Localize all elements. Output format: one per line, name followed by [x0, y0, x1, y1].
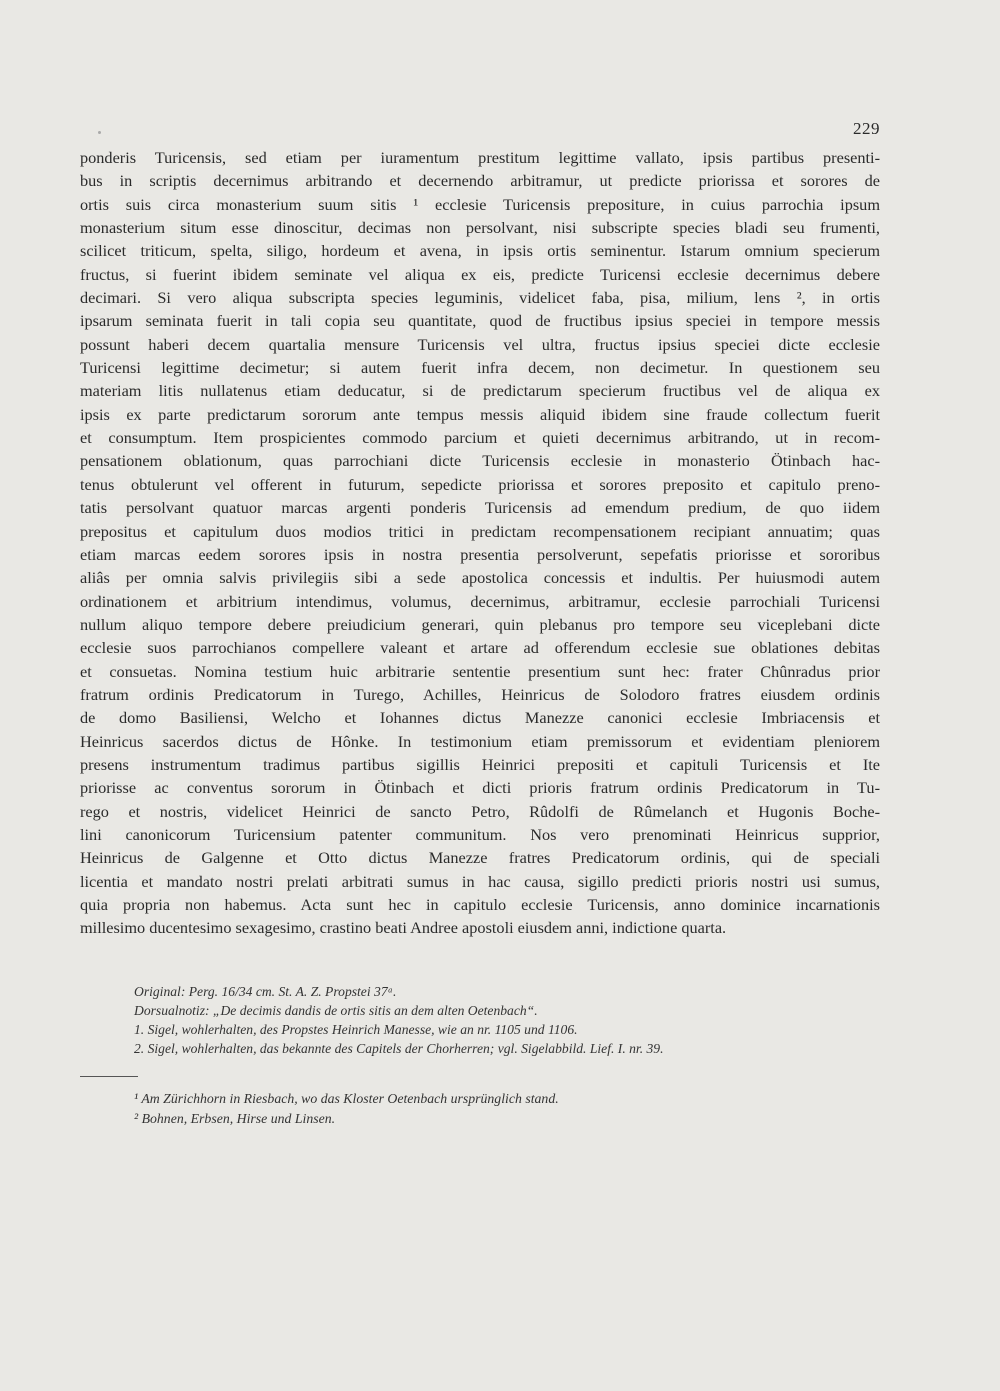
- text-line: tatis persolvant quatuor marcas argenti ponderis Turicensis ad emendum predium, de quo iidem: [80, 498, 880, 518]
- text-line: monasterium situm esse dinoscitur, decimas non persolvant, nisi subscripte species bladi seu frumenti,: [80, 218, 880, 238]
- page-number: 229: [853, 119, 880, 138]
- seal-note: 2. Sigel, wohlerhalten, das bekannte des Capitels der Chorherren; vgl. Sigelabbild. Lief. I. nr. 39.: [134, 1041, 664, 1056]
- editorial-notes: [134, 982, 894, 1058]
- text-line: scilicet triticum, spelta, siligo, hordeum et avena, in ipsis ortis seminentur. Istarum omnium specierum: [80, 241, 880, 261]
- text-line: priorisse ac conventus sororum in Ötinbach et dicti prioris fratrum ordinis Predicatorum in Tu-: [80, 778, 880, 798]
- text-line: etiam marcas eedem sorores ipsis in nostra presentia persolverunt, sepefatis priorisse et sororibus: [80, 544, 880, 564]
- text-line: materiam litis nullatenus etiam deducatur, si de predictarum specierum fructibus vel de aliqua ex: [80, 381, 880, 401]
- dorsal-note: Dorsualnotiz: „De decimis dandis de ortis sitis an dem alten Oetenbach“.: [134, 1003, 538, 1018]
- text-line: fructus, si fuerint ibidem seminate vel aliqua ex eis, predicte Turicensi ecclesie decernimus debere: [80, 264, 880, 284]
- text-line: bus in scriptis decernimus arbitrando et decernendo arbitramur, ut predicte priorissa et sorores de: [80, 171, 880, 191]
- text-line: presens instrumentum tradimus partibus sigillis Heinrici prepositi et capituli Turicensis et Ite: [80, 754, 880, 774]
- seal-note: 1. Sigel, wohlerhalten, des Propstes Heinrich Manesse, wie an nr. 1105 und 1106.: [134, 1022, 578, 1037]
- text-line: decimari. Si vero aliqua subscripta species leguminis, videlicet faba, pisa, milium, lens ², in ortis: [80, 288, 880, 308]
- text-line: et consumptum. Item prospicientes commodo parcium et quieti decernimus arbitrando, ut in recom-: [80, 428, 880, 448]
- text-line: licentia et mandato nostri prelati arbitrati sumus in hac causa, sigillo predicti prioris nostri usi sumus,: [80, 871, 880, 891]
- text-line: et consuetas. Nomina testium huic arbitrarie sententie presentium sunt hec: frater Chûnradus prior: [80, 661, 880, 681]
- text-line: nullum aliquo tempore debere preiudicium generari, quin plebanus pro tempore seu viceplebani dicte: [80, 614, 880, 634]
- text-line: rego et nostris, videlicet Heinrici de sancto Petro, Rûdolfi de Rûmelanch et Hugonis Boche-: [80, 801, 880, 821]
- margin-mark: [98, 131, 101, 134]
- text-line: lini canonicorum Turicensium patenter communitum. Nos vero prenominati Heinricus supprior,: [80, 824, 880, 844]
- text-line: ponderis Turicensis, sed etiam per iuramentum prestitum legittime vallato, ipsis partibus presenti-: [80, 148, 880, 167]
- source-note: Original: Perg. 16/34 cm. St. A. Z. Propstei 37ᵃ.: [134, 984, 397, 999]
- text-line: ecclesie suos parrochianos compellere valeant et artare ad offerendum ecclesie sue oblationes debitas: [80, 638, 880, 658]
- text-line: de domo Basiliensi, Welcho et Iohannes dictus Manezze canonici ecclesie Imbriacensis et: [80, 708, 880, 728]
- text-line: prepositus et capitulum duos modios tritici in predictam recompensationem recipiant annuatim; quas: [80, 521, 880, 541]
- footnote-divider: [80, 1076, 138, 1077]
- text-line: millesimo ducentesimo sexagesimo, crastino beati Andree apostoli eiusdem anni, indictione quarta.: [80, 918, 727, 938]
- text-line: Heinricus sacerdos dictus de Hônke. In testimonium etiam premissorum et evidentiam pleniorem: [80, 731, 880, 751]
- text-line: ipsarum seminata fuerit in tali copia seu quantitate, quod de fructibus ipsius speciei in tempore messis: [80, 311, 880, 331]
- text-line: quia propria non habemus. Acta sunt hec in capitulo ecclesie Turicensis, anno dominice incarnationis: [80, 895, 880, 914]
- text-line: ortis suis circa monasterium suum sitis ¹ ecclesie Turicensis prepositure, in cuius parrochia ipsum: [80, 194, 880, 214]
- text-line: pensationem oblationum, quas parrochiani dicte Turicensis ecclesie in monasterio Ötinbach hac-: [80, 451, 880, 471]
- text-line: Turicensi legittime decimetur; si autem fuerit infra decem, non decimetur. In questionem seu: [80, 358, 880, 378]
- text-line: ipsis ex parte predictarum sororum ante tempus messis aliquid ibidem sine fraude collectum fuerit: [80, 404, 880, 424]
- footnotes: [134, 1089, 834, 1129]
- text-line: fratrum ordinis Predicatorum in Turego, Achilles, Heinricus de Solodoro fratres eiusdem ordinis: [80, 684, 880, 704]
- text-line: aliâs per omnia salvis privilegiis sibi a sede apostolica concessis et indultis. Per huiusmodi autem: [80, 568, 880, 588]
- footnote: ² Bohnen, Erbsen, Hirse und Linsen.: [134, 1111, 336, 1126]
- text-line: possunt haberi decem quartalia mensure Turicensis vel ultra, fructus ipsius speciei dicte ecclesie: [80, 334, 880, 354]
- main-text: [80, 146, 880, 940]
- text-line: ordinationem et arbitrium intendimus, volumus, decernimus, arbitramur, ecclesie parrochiali Turicensi: [80, 591, 880, 611]
- footnote: ¹ Am Zürichhorn in Riesbach, wo das Kloster Oetenbach ursprünglich stand.: [134, 1091, 559, 1106]
- text-line: Heinricus de Galgenne et Otto dictus Manezze fratres Predicatorum ordinis, qui de speciali: [80, 848, 880, 868]
- text-line: tenus obtulerunt vel offerent in futurum, sepedicte priorissa et sorores preposito et capitulo preno-: [80, 474, 880, 494]
